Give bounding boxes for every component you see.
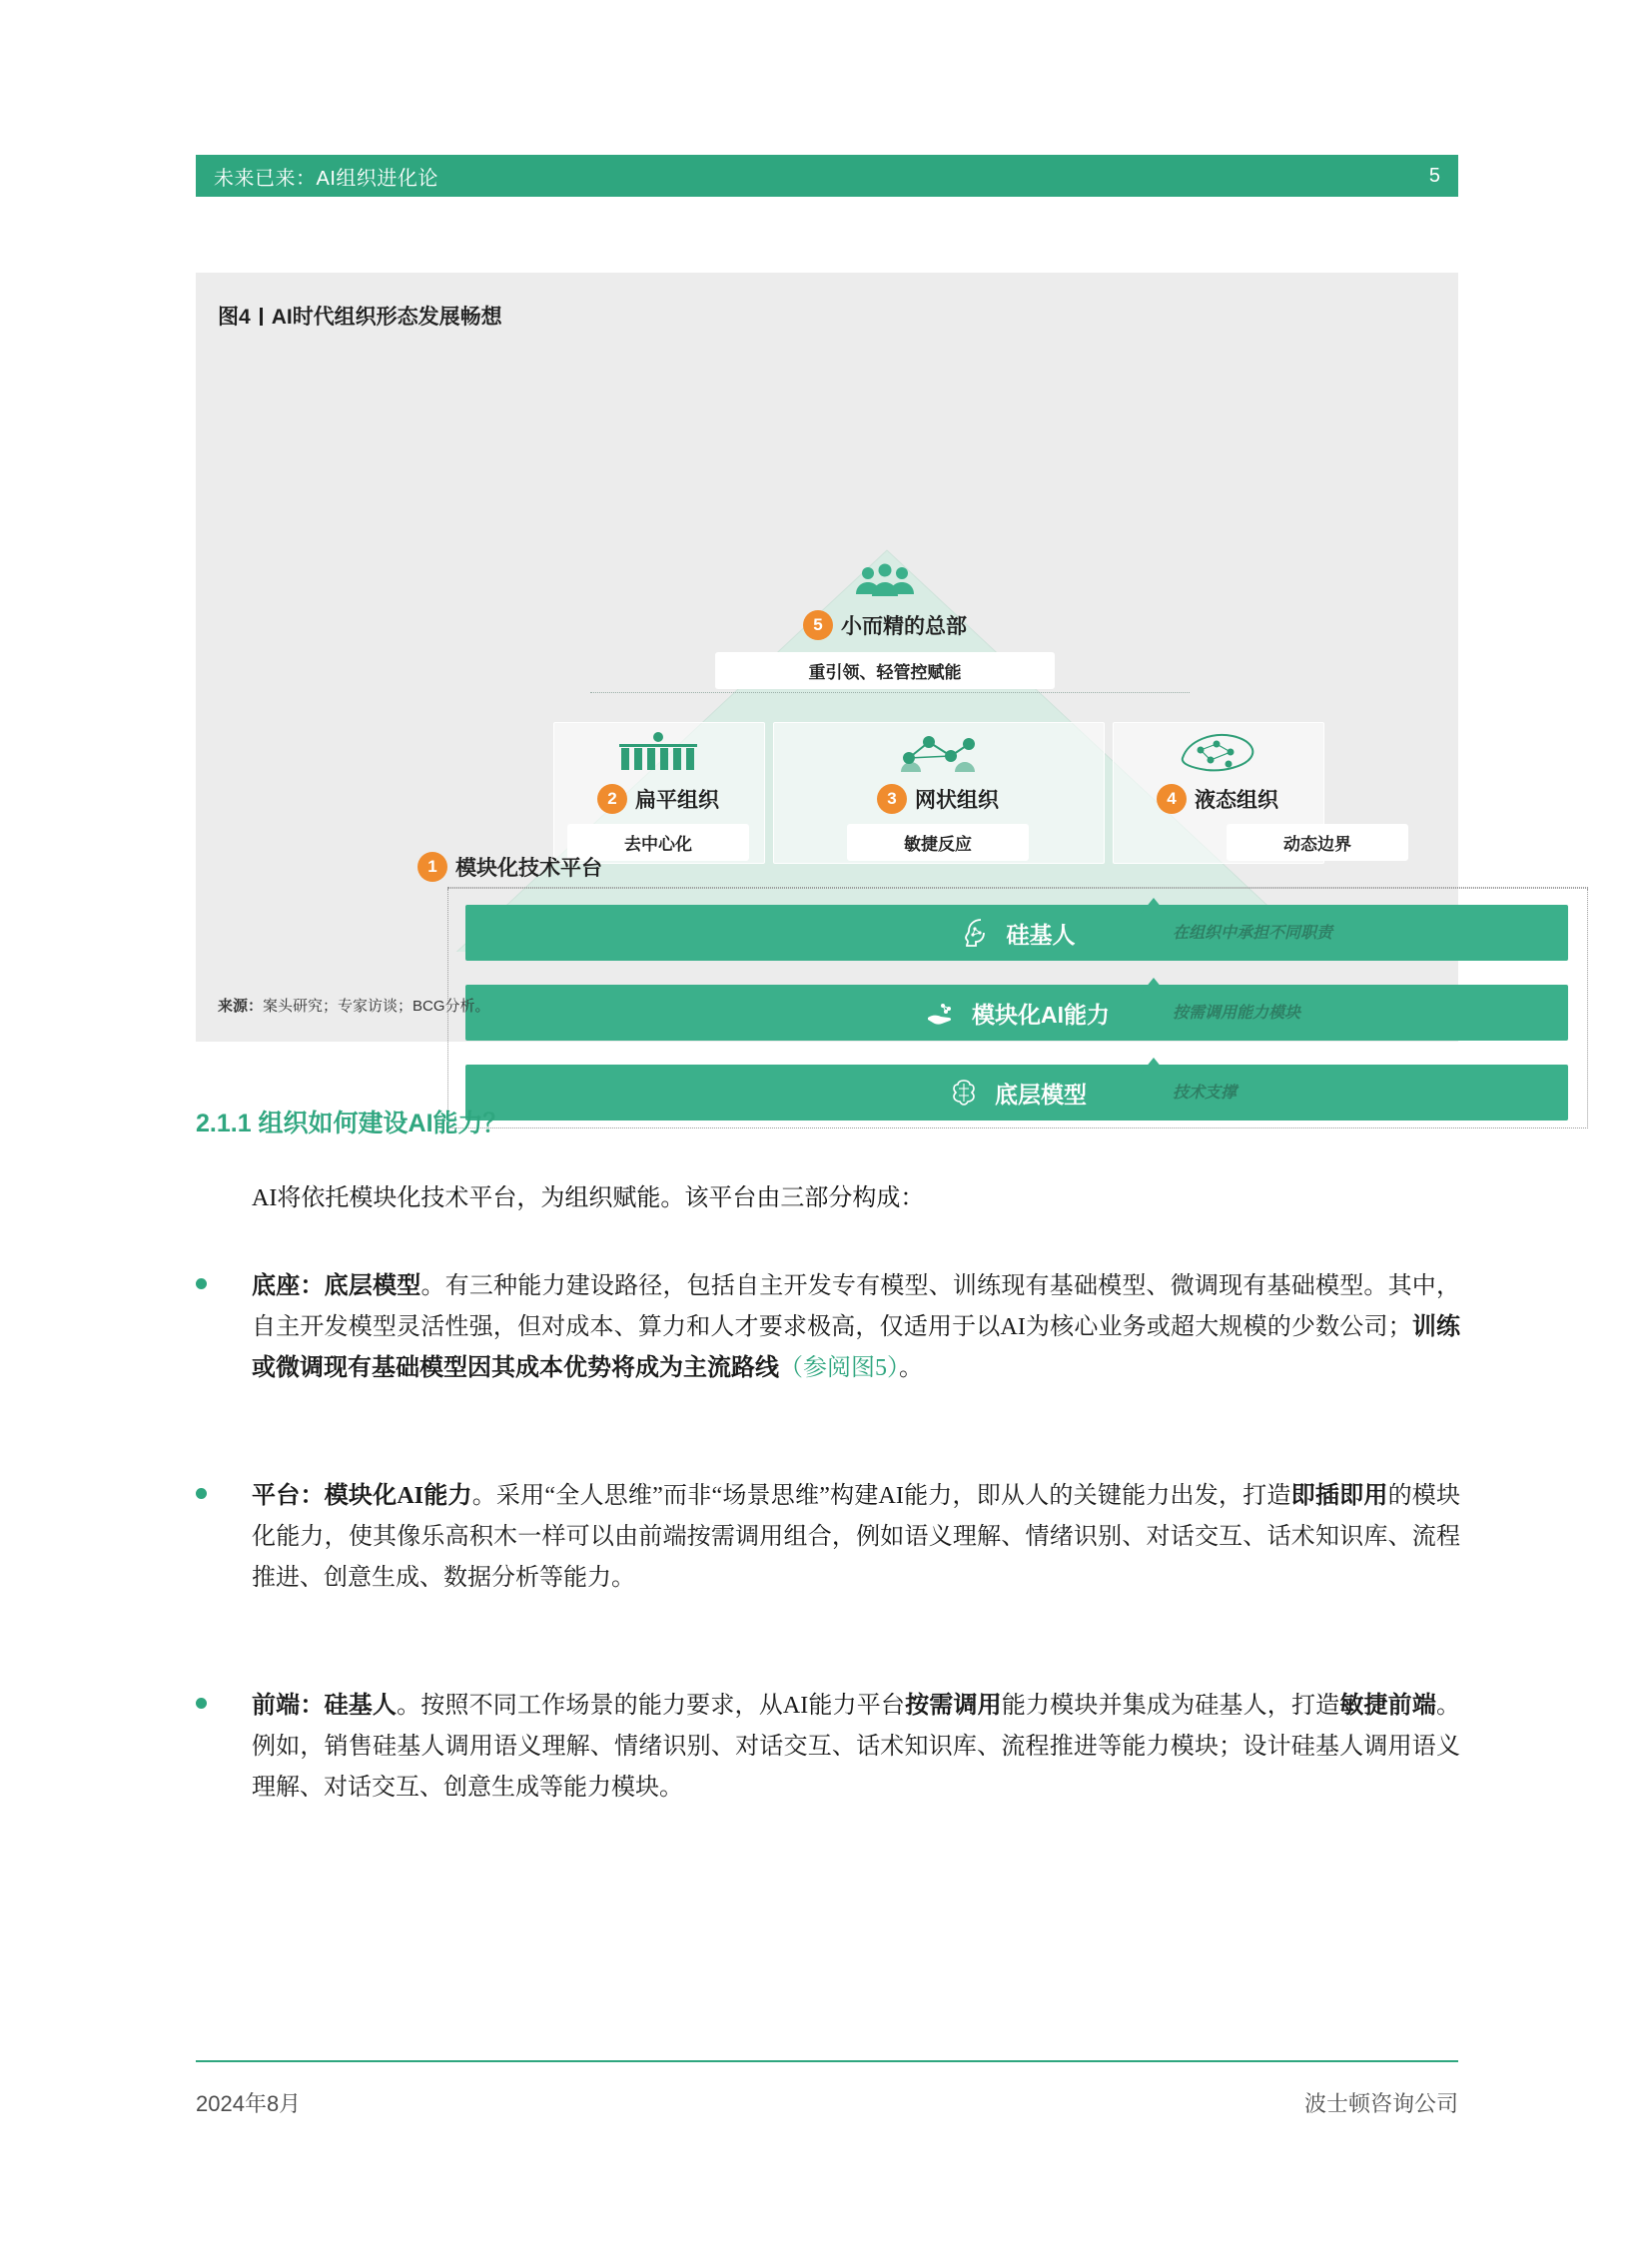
node-1-label: 模块化技术平台: [455, 857, 602, 880]
bullet-2-emphasis: 即插即用: [1290, 1483, 1388, 1509]
figure-source-text: 案头研究；专家访谈；BCG分析。: [263, 998, 490, 1015]
hand-module-icon: [924, 996, 958, 1030]
node-4-title: [1113, 784, 1322, 814]
layer-base-model-label: 底层模型: [995, 1081, 1087, 1108]
figure-label: 图4: [218, 306, 251, 329]
node-2-badge: 2: [597, 784, 627, 814]
node-5-icon-wrap: [815, 562, 955, 607]
intro-paragraph: AI将依托模块化技术平台，为组织赋能。该平台由三部分构成：: [252, 1185, 925, 1211]
figure-title-divider: [260, 308, 263, 326]
node-2-sub: 去中心化: [567, 824, 749, 861]
bullet-2-text: [252, 1476, 1460, 1599]
node-3-sub: 敏捷反应: [847, 824, 1029, 861]
layer-silicon-person-label: 硅基人: [1006, 921, 1076, 948]
layer-modular-ai-label: 模块化AI能力: [972, 1001, 1110, 1028]
roof-dotted-divider: [590, 692, 1190, 693]
bullet-item-3: [196, 1686, 1460, 1809]
bullet-3-text: [252, 1686, 1460, 1809]
bullet-item-2: [196, 1476, 1460, 1599]
bullet-1-body-2: 。: [899, 1355, 923, 1381]
layer-base-model-note: 技术支撑: [1173, 1085, 1238, 1102]
node-4-label: 液态组织: [1195, 789, 1278, 812]
flat-org-icon: [615, 730, 701, 774]
bullet-2-body-1: 。采用“全人思维”而非“场景思维”构建AI能力，即从人的关键能力出发，打造: [471, 1483, 1291, 1509]
bullet-3-emphasis-2: 敏捷前端: [1339, 1693, 1437, 1719]
footer-date: 2024年8月: [196, 2091, 302, 2116]
bullet-1-lead: 底座：底层模型: [252, 1273, 421, 1299]
node-1-title: [417, 852, 602, 882]
bullet-2-lead: 平台：模块化AI能力: [252, 1483, 472, 1509]
bullet-item-1: [196, 1266, 1460, 1389]
node-3-title: [773, 784, 1103, 814]
bullet-1-text: [252, 1266, 1460, 1389]
header-title: 未来已来：AI组织进化论: [214, 167, 438, 190]
figure-title-text: AI时代组织形态发展畅想: [271, 306, 502, 329]
layer-silicon-person: [465, 905, 1568, 961]
node-2-title: [553, 784, 763, 814]
header-page-number: 5: [1428, 164, 1440, 187]
footer-divider: [196, 2060, 1458, 2062]
bullet-3-emphasis: 按需调用: [905, 1693, 1002, 1719]
layer-silicon-person-note: 在组织中承担不同职责: [1173, 925, 1333, 942]
bullet-2-body-2: 的模块化能力，使其像乐高积木一样可以由前端按需调用组合，例如语义理解、情绪识别、对话交互、话术知识库、流程推进、创意生成、数据分析等能力。: [252, 1483, 1461, 1591]
node-4-badge: 4: [1157, 784, 1187, 814]
node-5-sub: 重引领、轻管控赋能: [715, 652, 1055, 689]
figure-source-label: 来源：: [218, 998, 264, 1015]
figure-diagram: [196, 333, 1458, 952]
page-header: [196, 155, 1458, 197]
node-5-badge: 5: [803, 610, 833, 640]
upward-arrows-icon: [1139, 898, 1169, 1129]
node-4-sub: 动态边界: [1227, 824, 1408, 861]
figure-panel: [196, 273, 1458, 1108]
node-3-label: 网状组织: [915, 789, 999, 812]
figure-title: [218, 301, 502, 331]
node-3-icon-wrap: [895, 728, 985, 781]
liquid-org-icon: [1173, 728, 1262, 776]
section-title: 2.1.1 组织如何建设AI能力？: [196, 1110, 508, 1137]
figure-source: [218, 995, 490, 1016]
bullet-1-emphasis: 训练或微调现有基础模型因其成本优势将成为主流路线: [252, 1314, 1460, 1381]
layer-modular-ai: [465, 985, 1568, 1041]
node-2-icon-wrap: [593, 730, 723, 779]
node-1-badge: 1: [417, 852, 447, 882]
node-2-label: 扁平组织: [635, 789, 719, 812]
bullet-dot-icon: [196, 1488, 207, 1499]
bullet-1-ref: （参阅图5）: [779, 1355, 899, 1381]
node-5-title: [755, 610, 1015, 640]
node-3-badge: 3: [877, 784, 907, 814]
layer-base-model: [465, 1065, 1568, 1120]
silicon-person-icon: [959, 916, 993, 950]
bullet-dot-icon: [196, 1278, 207, 1289]
people-group-icon: [852, 562, 918, 602]
bullet-3-body-1: 。按照不同工作场景的能力要求，从AI能力平台: [397, 1693, 906, 1719]
bullet-1-body-1: 。有三种能力建设路径，包括自主开发专有模型、训练现有基础模型、微调现有基础模型。其中，自主开发模型灵活性强，但对成本、算力和人才要求极高，仅适用于以AI为核心业务或超大规模的少数公司；: [252, 1273, 1461, 1340]
bullet-3-body-2: 能力模块并集成为硅基人，打造: [1001, 1693, 1340, 1719]
brain-model-icon: [947, 1076, 981, 1110]
bullet-3-lead: 前端：硅基人: [252, 1693, 398, 1719]
node-5-label: 小而精的总部: [841, 615, 967, 638]
footer-company: 波士顿咨询公司: [1303, 2091, 1458, 2116]
network-org-icon: [895, 728, 985, 776]
layer-modular-ai-note: 按需调用能力模块: [1173, 1005, 1301, 1022]
node-4-icon-wrap: [1173, 728, 1262, 781]
bullet-dot-icon: [196, 1698, 207, 1709]
bullet-3-body-3: 。例如，销售硅基人调用语义理解、情绪识别、对话交互、话术知识库、流程推进等能力模块；设计硅基人调用语义理解、对话交互、创意生成等能力模块。: [252, 1693, 1461, 1801]
